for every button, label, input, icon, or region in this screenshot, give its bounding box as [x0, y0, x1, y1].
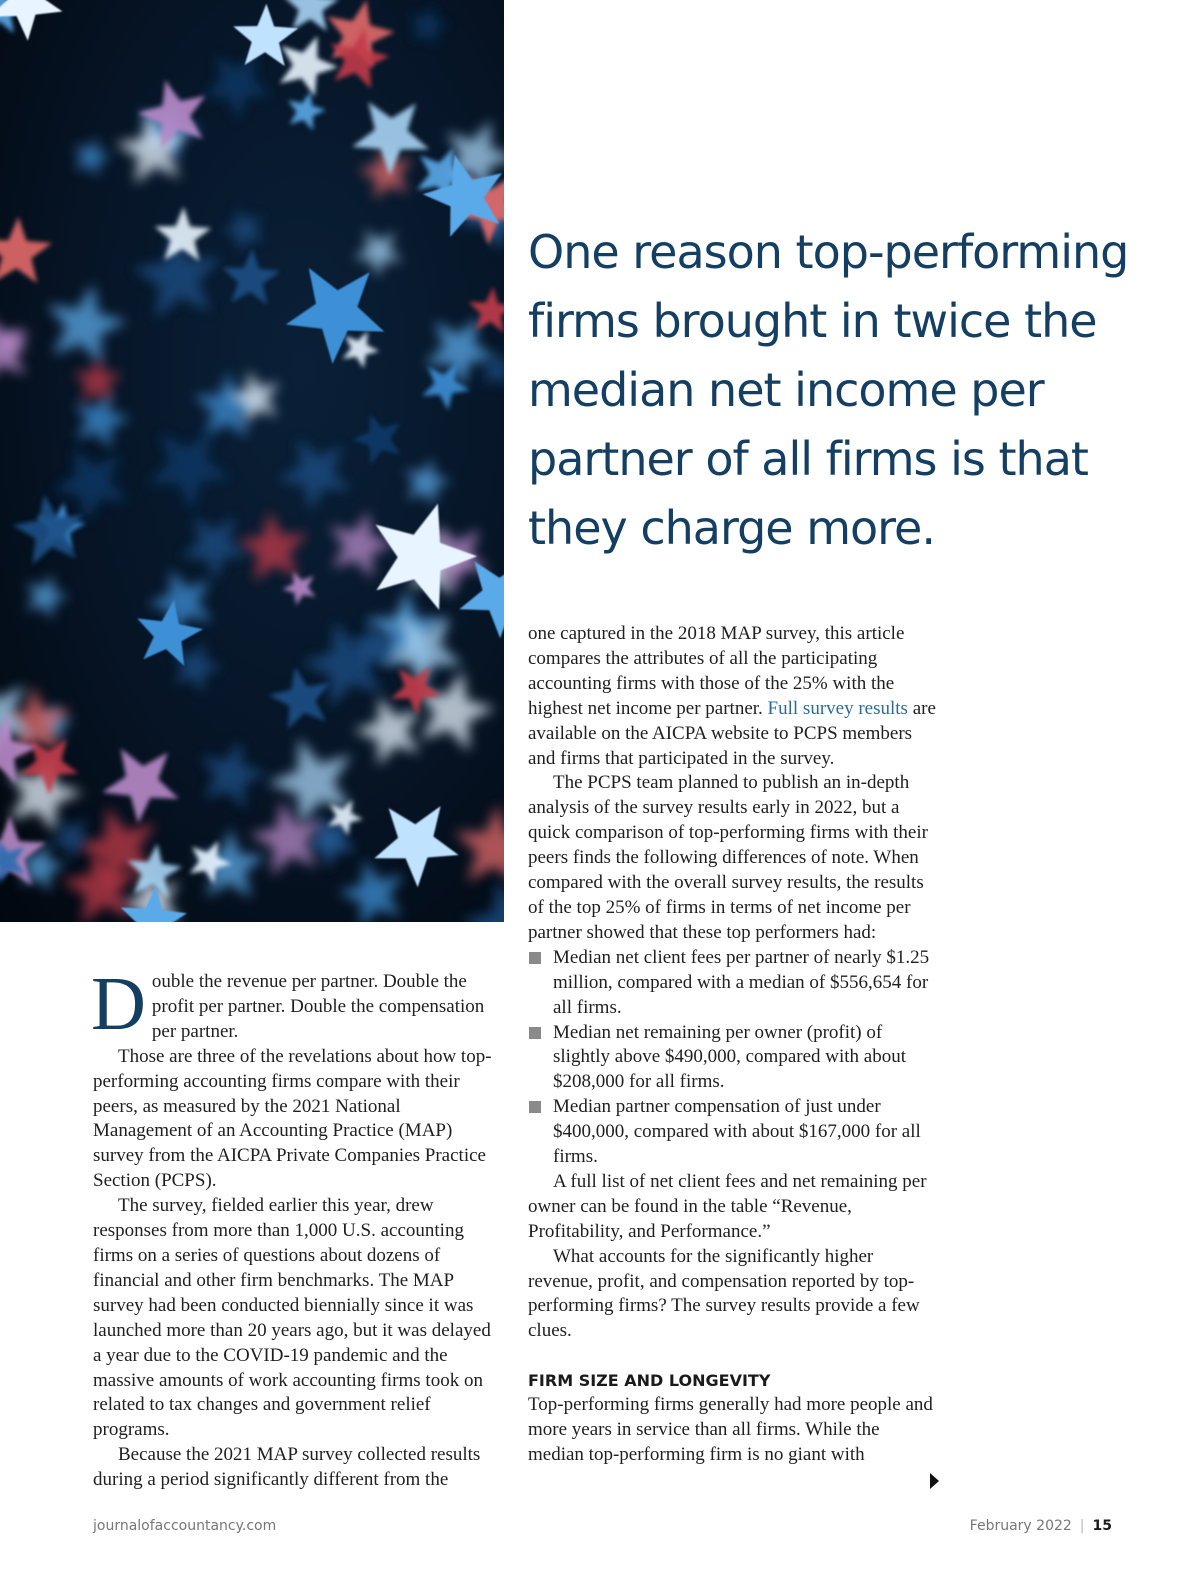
bullet-square-icon [529, 1027, 541, 1039]
continue-arrow-icon [930, 1473, 939, 1489]
star-shape [288, 91, 326, 130]
stars-image [0, 0, 504, 922]
star-shape [374, 806, 458, 887]
star-shape [181, 516, 249, 581]
intro-paragraph [91, 962, 503, 1046]
issue-date: February 2022 [969, 1518, 1072, 1534]
star-shape [338, 860, 404, 922]
star-shape [455, 805, 504, 885]
list-item [528, 1095, 940, 1170]
star-shape [236, 511, 309, 582]
star-shape [409, 5, 449, 46]
intro-text: ouble the revenue per partner. Double the profit per partner. Double the compensation per partner. [151, 971, 485, 1042]
star-shape [147, 429, 232, 512]
list-item-text: Median partner compensation of just under $400,000, compared with about $167,000 for all firms. [553, 1096, 921, 1168]
paragraph-text: one captured in the 2018 MAP survey, this article compares the attributes of all the participating accounting firms with those of the 25% with the highest net income per partner. [528, 623, 905, 719]
paragraph [528, 622, 940, 771]
star-shape [354, 696, 421, 766]
page-number: 15 [1092, 1518, 1112, 1534]
star-shape [269, 667, 331, 730]
article-column-left [91, 962, 503, 1493]
star-shape [249, 800, 324, 875]
star-shape [47, 284, 127, 366]
full-survey-results-link[interactable]: Full survey results [767, 697, 908, 719]
pull-quote: One reason top-performing firms brought in twice the median net income per partner of all firms is that they charge more. [528, 225, 1129, 555]
star-shape [342, 331, 379, 369]
bullet-square-icon [529, 1101, 541, 1113]
drop-cap: D [91, 962, 146, 1046]
footer-page-info [970, 1518, 1112, 1534]
star-shape [74, 137, 113, 177]
star-shape [203, 54, 272, 120]
paragraph: Because the 2021 MAP survey collected results during a period significantly different from the [93, 1444, 481, 1491]
star-shape [0, 217, 52, 284]
footer-separator: | [1079, 1518, 1085, 1534]
star-shape [222, 248, 280, 305]
star-shape [282, 571, 316, 605]
paragraph: The PCPS team planned to publish an in-depth analysis of the survey results early in 2022, but a quick comparison of top-performing firms with their peers finds the following differences of note. When compared with the overall survey results, the results of the top 25% of firms in terms of net income per partner showed that these top performers had: [528, 772, 928, 943]
star-shape [280, 36, 338, 97]
star-shape [461, 879, 504, 922]
stars-illustration [0, 0, 504, 922]
section-heading: FIRM SIZE AND LONGEVITY [528, 1371, 771, 1391]
star-shape [405, 458, 452, 506]
star-shape [283, 0, 339, 31]
star-shape [376, 504, 478, 610]
paragraph: The survey, fielded earlier this year, drew responses from more than 1,000 U.S. accounting firms on a series of questions about dozens of financial and other firm benchmarks. The MAP survey had been conducted biennially since it was launched more than 20 years ago, but it was delayed a year due to the COVID-19 pandemic and the massive amounts of work accounting firms took on related to tax changes and government relief programs. [93, 1195, 491, 1441]
paragraph: Those are three of the revelations about how top-performing accounting firms compare with their peers, as measured by the 2021 National Management of an Accounting Practice (MAP) survey from the AICPA Private Companies Practice Section (PCPS). [93, 1045, 492, 1192]
star-shape [277, 439, 351, 512]
findings-list [528, 946, 940, 1170]
paragraph: Top-performing firms generally had more people and more years in service than all firms. While the median top-performing firm is no giant with [528, 1394, 933, 1466]
article-column-right [528, 622, 940, 1468]
list-item [528, 946, 940, 1021]
star-shape [102, 748, 179, 823]
star-shape [352, 102, 429, 176]
list-item [528, 1021, 940, 1096]
star-shape [72, 355, 122, 403]
star-shape [222, 208, 265, 252]
star-shape [201, 740, 268, 809]
paragraph: A full list of net client fees and net remaining per owner can be found in the table “Revenue, Profitability, and Performance.” [528, 1170, 927, 1242]
star-shape [416, 670, 495, 751]
paragraph: What accounts for the significantly higher revenue, profit, and compensation reported by top-performing firms? The survey results provide a few clues. [528, 1245, 920, 1342]
star-shape [351, 413, 400, 465]
list-item-text: Median net remaining per owner (profit) of slightly above $490,000, compared with about $208,000 for all firms. [553, 1021, 907, 1093]
star-shape [329, 511, 395, 579]
paragraph-text: are available on the AICPA website to PCPS members and firms that participated in the survey. [528, 697, 936, 769]
star-shape [459, 561, 504, 638]
star-shape [26, 574, 69, 619]
footer-url: journalofaccountancy.com [93, 1518, 277, 1534]
star-shape [354, 230, 403, 277]
bullet-square-icon [529, 952, 541, 964]
list-item-text: Median net client fees per partner of nearly $1.25 million, compared with a median of $556,654 for all firms. [553, 946, 930, 1018]
